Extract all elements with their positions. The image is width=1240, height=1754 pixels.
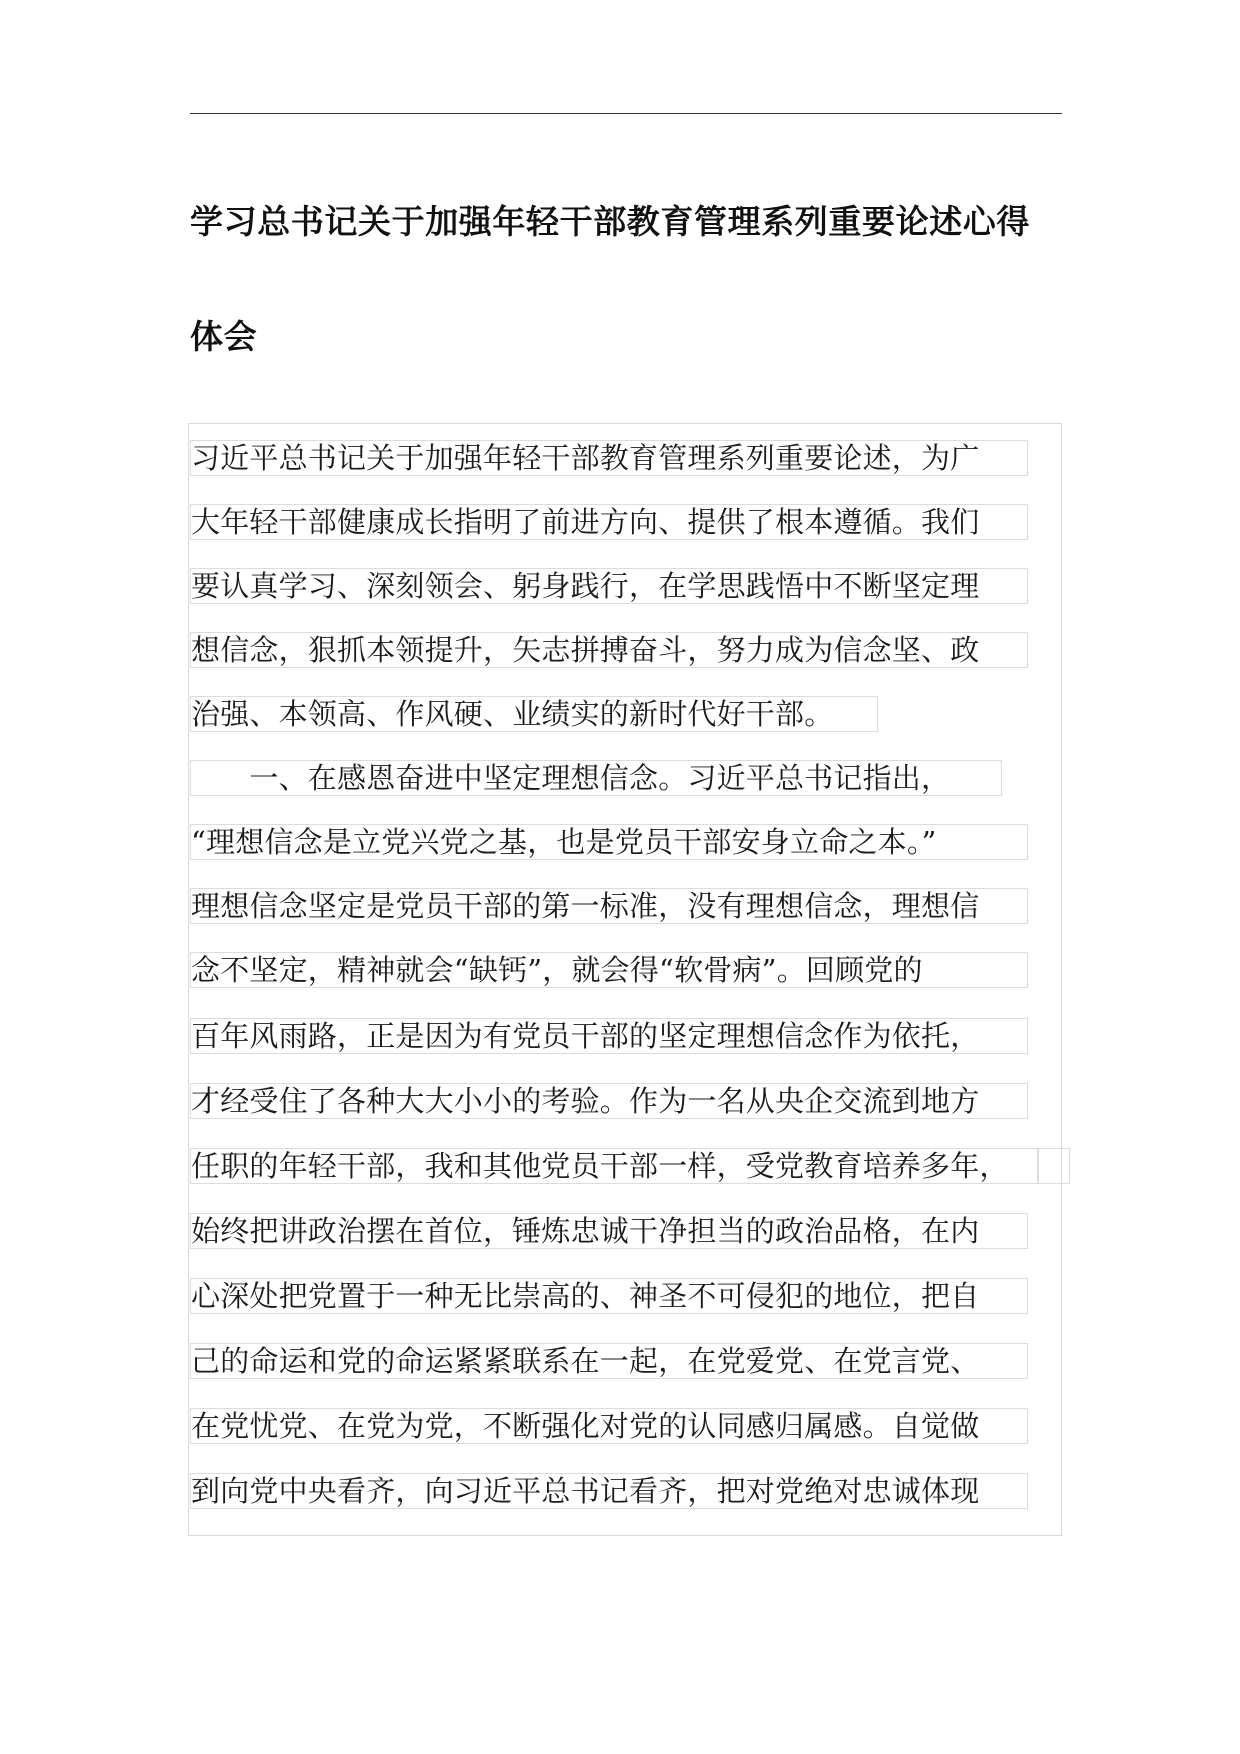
body-line-10: 百年风雨路，正是因为有党员干部的坚定理想信念作为依托， (190, 1018, 1028, 1054)
body-line-2: 大年轻干部健康成长指明了前进方向、提供了根本遵循。我们 (190, 504, 1028, 540)
body-line-5: 治强、本领高、作风硬、业绩实的新时代好干部。 (190, 696, 878, 732)
document-title (190, 192, 1070, 422)
line-overflow-marker (1038, 1148, 1070, 1184)
body-line-17: 到向党中央看齐，向习近平总书记看齐，把对党绝对忠诚体现 (190, 1473, 1028, 1509)
body-line-14: 心深处把党置于一种无比崇高的、神圣不可侵犯的地位，把自 (190, 1278, 1028, 1314)
title-line-2: 体会 (190, 317, 258, 356)
body-line-7: “理想信念是立党兴党之基，也是党员干部安身立命之本。” (190, 824, 1028, 860)
body-line-4: 想信念，狠抓本领提升，矢志拼搏奋斗，努力成为信念坚、政 (190, 632, 1028, 668)
body-line-13: 始终把讲政治摆在首位，锤炼忠诚干净担当的政治品格，在内 (190, 1213, 1028, 1249)
body-line-9: 念不坚定，精神就会“缺钙”，就会得“软骨病”。回顾党的 (190, 952, 1028, 988)
body-line-8: 理想信念坚定是党员干部的第一标准，没有理想信念，理想信 (190, 888, 1028, 924)
body-line-3: 要认真学习、深刻领会、躬身践行，在学思践悟中不断坚定理 (190, 568, 1028, 604)
header-rule (190, 113, 1062, 114)
body-line-16: 在党忧党、在党为党，不断强化对党的认同感归属感。自觉做 (190, 1408, 1028, 1444)
title-line-1: 学习总书记关于加强年轻干部教育管理系列重要论述心得 (190, 202, 1030, 241)
body-line-6: 一、在感恩奋进中坚定理想信念。习近平总书记指出， (190, 760, 1002, 796)
body-line-11: 才经受住了各种大大小小的考验。作为一名从央企交流到地方 (190, 1083, 1028, 1119)
body-line-1: 习近平总书记关于加强年轻干部教育管理系列重要论述，为广 (190, 440, 1028, 476)
body-line-12: 任职的年轻干部，我和其他党员干部一样，受党教育培养多年， (190, 1148, 1038, 1184)
body-line-15: 己的命运和党的命运紧紧联系在一起，在党爱党、在党言党、 (190, 1343, 1028, 1379)
